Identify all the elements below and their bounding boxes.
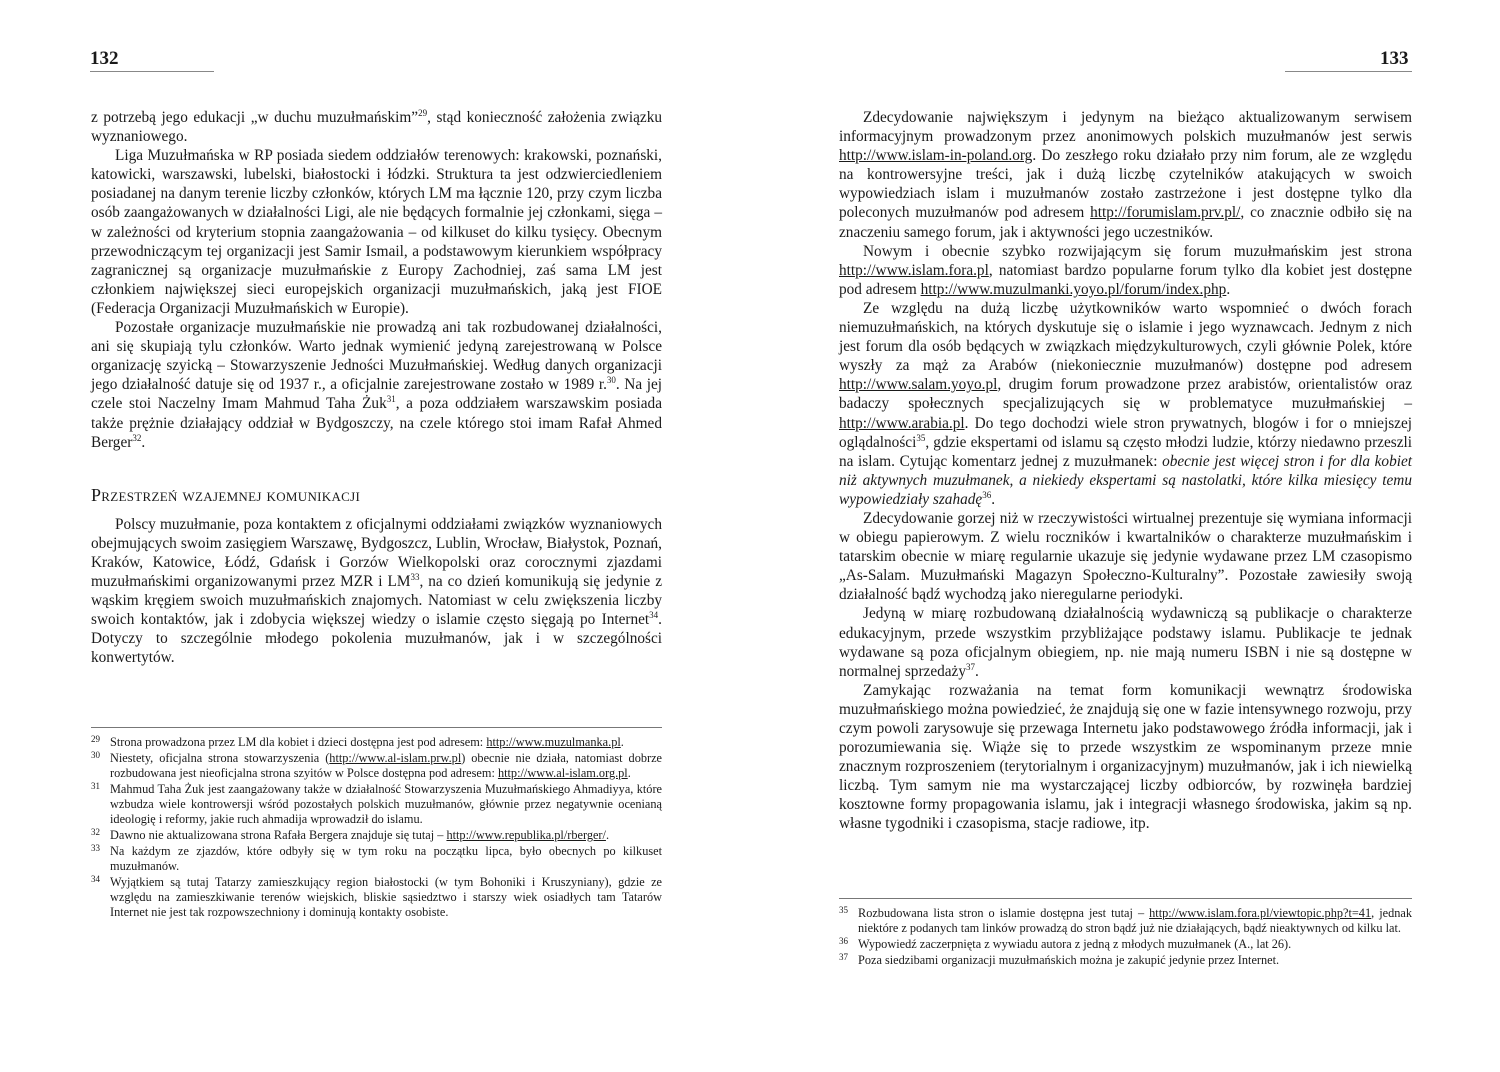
footnote-link[interactable]: http://www.republika.pl/rberger/ (446, 828, 606, 842)
footnote: 35 Rozbudowana lista stron o islamie dostępna jest tutaj – http://www.islam.fora.pl/viewtopic.php?t=41, jednak niektóre z podanych tam linków prowadzą do stron bądź już nie działających, bądź nieaktywnych od kilku lat. (839, 905, 1412, 935)
body-text (839, 108, 1412, 834)
footnote: 33 Na każdym ze zjazdów, które odbyły się w tym roku na początku lipca, było obecnych po kilkuset muzułmanów. (91, 843, 662, 873)
inline-link[interactable]: http://forumislam.prv.pl/ (1090, 204, 1241, 222)
footnote: 36 Wypowiedź zaczerpnięta z wywiadu autora z jedną z młodych muzułmanek (A., lat 26). (839, 936, 1292, 951)
paragraph: Pozostałe organizacje muzułmańskie nie prowadzą ani tak rozbudowanej działalności, ani się skupiają tylu członków. Warto jednak wymienić jedyną zarejestrowaną w Polsce organizację szyicką – Stowarzyszenie Jedności Muzułmańskiej. Według danych organizacji jego działalność datuje się od 1937 r., a oficjalnie zarejestrowane zostało w 1989 r.$^{30}$. Na jej czele stoi Naczelny Imam Mahmud Taha Żuk$^{31}$, a poza oddziałem warszawskim posiada także prężnie działający oddział w Bydgoszczy, na czele którego stoi imam Rafał Ahmed Berger$^{32}$. (91, 319, 662, 451)
page-number: 132 (90, 48, 119, 69)
footnote: 31 Mahmud Taha Żuk jest zaangażowany także w działalność Stowarzyszenia Muzułmańskiego Ahmadiyya, które wzbudza wiele kontrowersji wśród pozostałych polskich muzułmanów, głównie przez negatywnie ocenianą ideologię i reformy, jakie ruch ahmadija wprowadził do islamu. (91, 781, 662, 826)
footnote-link[interactable]: http://www.al-islam.prw.pl (329, 751, 462, 765)
paragraph: Nowym i obecnie szybko rozwijającym się forum muzułmańskim jest strona http://www.islam.fora.pl, natomiast bardzo popularne forum tylko dla kobiet jest dostępne pod adresem http://www.muzulmanki.yoyo.pl/forum/index.php. (839, 242, 1412, 298)
paragraph: Zamykając rozważania na temat form komunikacji wewnątrz środowiska muzułmańskiego można powiedzieć, że znajdują się one w fazie intensywnego rozwoju, przy czym powoli zarysowuje się przewaga Internetu jako podstawowego źródła informacji, jak i porozumiewania się. Wiąże się to przede wszystkim ze wspominanym przeze mnie znacznym rozproszeniem (terytorialnym i organizacyjnym) muzułmanów, jak i ich niewielką liczbą. Tym samym nie ma wystarczającej liczby odbiorców, by rozwinęła bardziej kosztowne formy propagowania islamu, jak i integracji własnego środowiska, jakim są np. własne tygodniki i czasopisma, stacje radiowe, itp. (839, 681, 1412, 833)
paragraph: Polscy muzułmanie, poza kontaktem z oficjalnymi oddziałami związków wyznaniowych obejmujących swoim zasięgiem Warszawę, Bydgoszcz, Lublin, Wrocław, Białystok, Poznań, Kraków, Katowice, Łódź, Gdańsk i Gorzów Wielkopolski oraz corocznymi zjazdami muzułmańskimi organizowanymi przez MZR i LM$^{33}$, na co dzień komunikują się jedynie z wąskim kręgiem swoich muzułmańskich znajomych. Natomiast w celu zwiększenia liczby swoich kontaktów, jak i zdobycia większej wiedzy o islamie często sięgają po Internet$^{34}$. Dotyczy to szczególnie młodego pokolenia muzułmanów, jak i w szczególności konwertytów. (91, 515, 662, 667)
footnote-link[interactable]: http://www.muzulmanka.pl (486, 735, 621, 749)
inline-link[interactable]: http://www.muzulmanki.yoyo.pl/forum/index.php (920, 280, 1227, 298)
section-heading: Przestrzeń wzajemnej komunikacji (91, 484, 361, 505)
paragraph: Zdecydowanie największym i jedynym na bieżąco aktualizowanym serwisem informacyjnym prowadzonym przez anonimowych polskich muzułmanów jest serwis http://www.islam-in-poland.org. Do zeszłego roku działało przy nim forum, ale ze względu na kontrowersyjne treści, jak i dużą liczbę czytelników atakujących w swoich wypowiedziach islam i muzułmanów zostało zastrzeżone i jest dostępne tylko dla poleconych muzułmanów pod adresem http://forumislam.prv.pl/, co znacznie odbiło się na znaczeniu samego forum, jak i aktywności jego uczestników. (839, 109, 1412, 241)
footnote: 34 Wyjątkiem są tutaj Tatarzy zamieszkujący region białostocki (w tym Bohoniki i Kruszyniany), gdzie ze względu na zamieszkiwanie terenów wiejskich, bliskie sąsiedztwo i starszy wiek osiadłych tam Tatarów Internet nie jest tak rozpowszechniony i dominują kontakty osobiste. (91, 874, 662, 919)
footnote-link[interactable]: http://www.al-islam.org.pl (497, 766, 628, 780)
footnote: 30 Niestety, oficjalna strona stowarzyszenia (http://www.al-islam.prw.pl) obecnie nie działa, natomiast dobrze rozbudowana jest nieoficjalna strona szyitów w Polsce dostępna pod adresem: http://www.al-islam.org.pl. (91, 750, 662, 780)
body-text (91, 108, 662, 668)
inline-link[interactable]: http://www.islam-in-poland.org (839, 147, 1033, 165)
footnote: 29 Strona prowadzona przez LM dla kobiet i dzieci dostępna jest pod adresem: http://www.muzulmanka.pl. (91, 734, 624, 749)
header-rule (1285, 71, 1412, 72)
inline-link[interactable]: http://www.arabia.pl (839, 414, 965, 432)
paragraph: Liga Muzułmańska w RP posiada siedem oddziałów terenowych: krakowski, poznański, katowicki, warszawski, lubelski, białostocki i łódzki. Struktura ta jest odzwierciedleniem posiadanej na danym terenie liczby członków, których LM ma łącznie 120, przy czym liczba osób zaangażowanych w działalności Ligi, ale nie będących formalnie jej członkami, sięga – w zależności od kryterium stopnia zaangażowania – od kilkuset do kilku tysięcy. Obecnym przewodniczącym tej organizacji jest Samir Ismail, a podstawowym kierunkiem współpracy zagranicznej są organizacje muzułmańskie z Europy Zachodniej, zaś sama LM jest członkiem największej sieci europejskich organizacji muzułmańskich, jaką jest FIOE (Federacja Organizacji Muzułmańskich w Europie). (91, 147, 662, 317)
footnotes (839, 906, 1412, 969)
paragraph: Zdecydowanie gorzej niż w rzeczywistości wirtualnej prezentuje się wymiana informacji w obiegu papierowym. Z wielu roczników i kwartalników o charakterze muzułmańskim i tatarskim obecnie w miarę regularnie ukazuje się jedynie wydawane przez LM czasopismo „As-Salam. Muzułmański Magazyn Społeczno-Kulturalny”. Pozostałe zawiesiły swoją działalność bądź wychodzą jako nieregularne periodyki. (839, 509, 1412, 604)
inline-link[interactable]: http://www.islam.fora.pl (839, 261, 989, 279)
header-rule (90, 71, 214, 72)
footnote-rule (91, 727, 662, 728)
paragraph: Jedyną w miarę rozbudowaną działalnością wydawniczą są publikacje o charakterze edukacyjnym, przede wszystkim przybliżające podstawy islamu. Publikacje te jednak wydawane są poza oficjalnym obiegiem, np. nie mają numeru ISBN i nie są dostępne w normalnej sprzedaży$^{37}$. (839, 605, 1412, 680)
right-page (750, 0, 1500, 1072)
footnote-rule (839, 898, 1412, 899)
footnote-link[interactable]: http://www.islam.fora.pl/viewtopic.php?t=41 (1149, 906, 1372, 920)
footnote: 32 Dawno nie aktualizowana strona Rafała Bergera znajduje się tutaj – http://www.republika.pl/rberger/. (91, 827, 610, 842)
footnote: 37 Poza siedzibami organizacji muzułmańskich można je zakupić jedynie przez Internet. (839, 952, 1280, 967)
inline-link[interactable]: http://www.salam.yoyo.pl (839, 376, 998, 394)
paragraph: Ze względu na dużą liczbę użytkowników warto wspomnieć o dwóch forach niemuzułmańskich, na których dyskutuje się o islamie i jego wyznawcach. Jednym z nich jest forum dla osób będących w związkach międzykulturowych, czyli głównie Polek, które wyszły za mąż za Arabów (niekoniecznie muzułmanów) dostępne pod adresem http://www.salam.yoyo.pl, drugim forum prowadzone przez arabistów, orientalistów oraz badaczy społecznych specjalizujących się w problematyce muzułmańskiej – http://www.arabia.pl. Do tego dochodzi wiele stron prywatnych, blogów i for o mniejszej oglądalności$^{35}$, gdzie ekspertami od islamu są często młodzi ludzie, którzy niedawno przeszli na islam. Cytując komentarz jednej z muzułmanek: obecnie jest więcej stron i for dla kobiet niż aktywnych muzułmanek, a niekiedy ekspertami są nastolatki, które kilka miesięcy temu wypowiedziały szahadę$^{36}$. (839, 299, 1413, 508)
footnotes (91, 735, 662, 921)
page-number: 133 (1380, 48, 1409, 69)
paragraph: z potrzebą jego edukacji „w duchu muzułmańskim”$^{29}$, stąd konieczność założenia związku wyznaniowego. (91, 107, 662, 146)
quote: obecnie jest więcej stron i for dla kobiet niż aktywnych muzułmanek, a niekiedy ekspertami są nastolatki, które kilka miesięcy temu wypowiedziały szahadę (839, 452, 1413, 508)
